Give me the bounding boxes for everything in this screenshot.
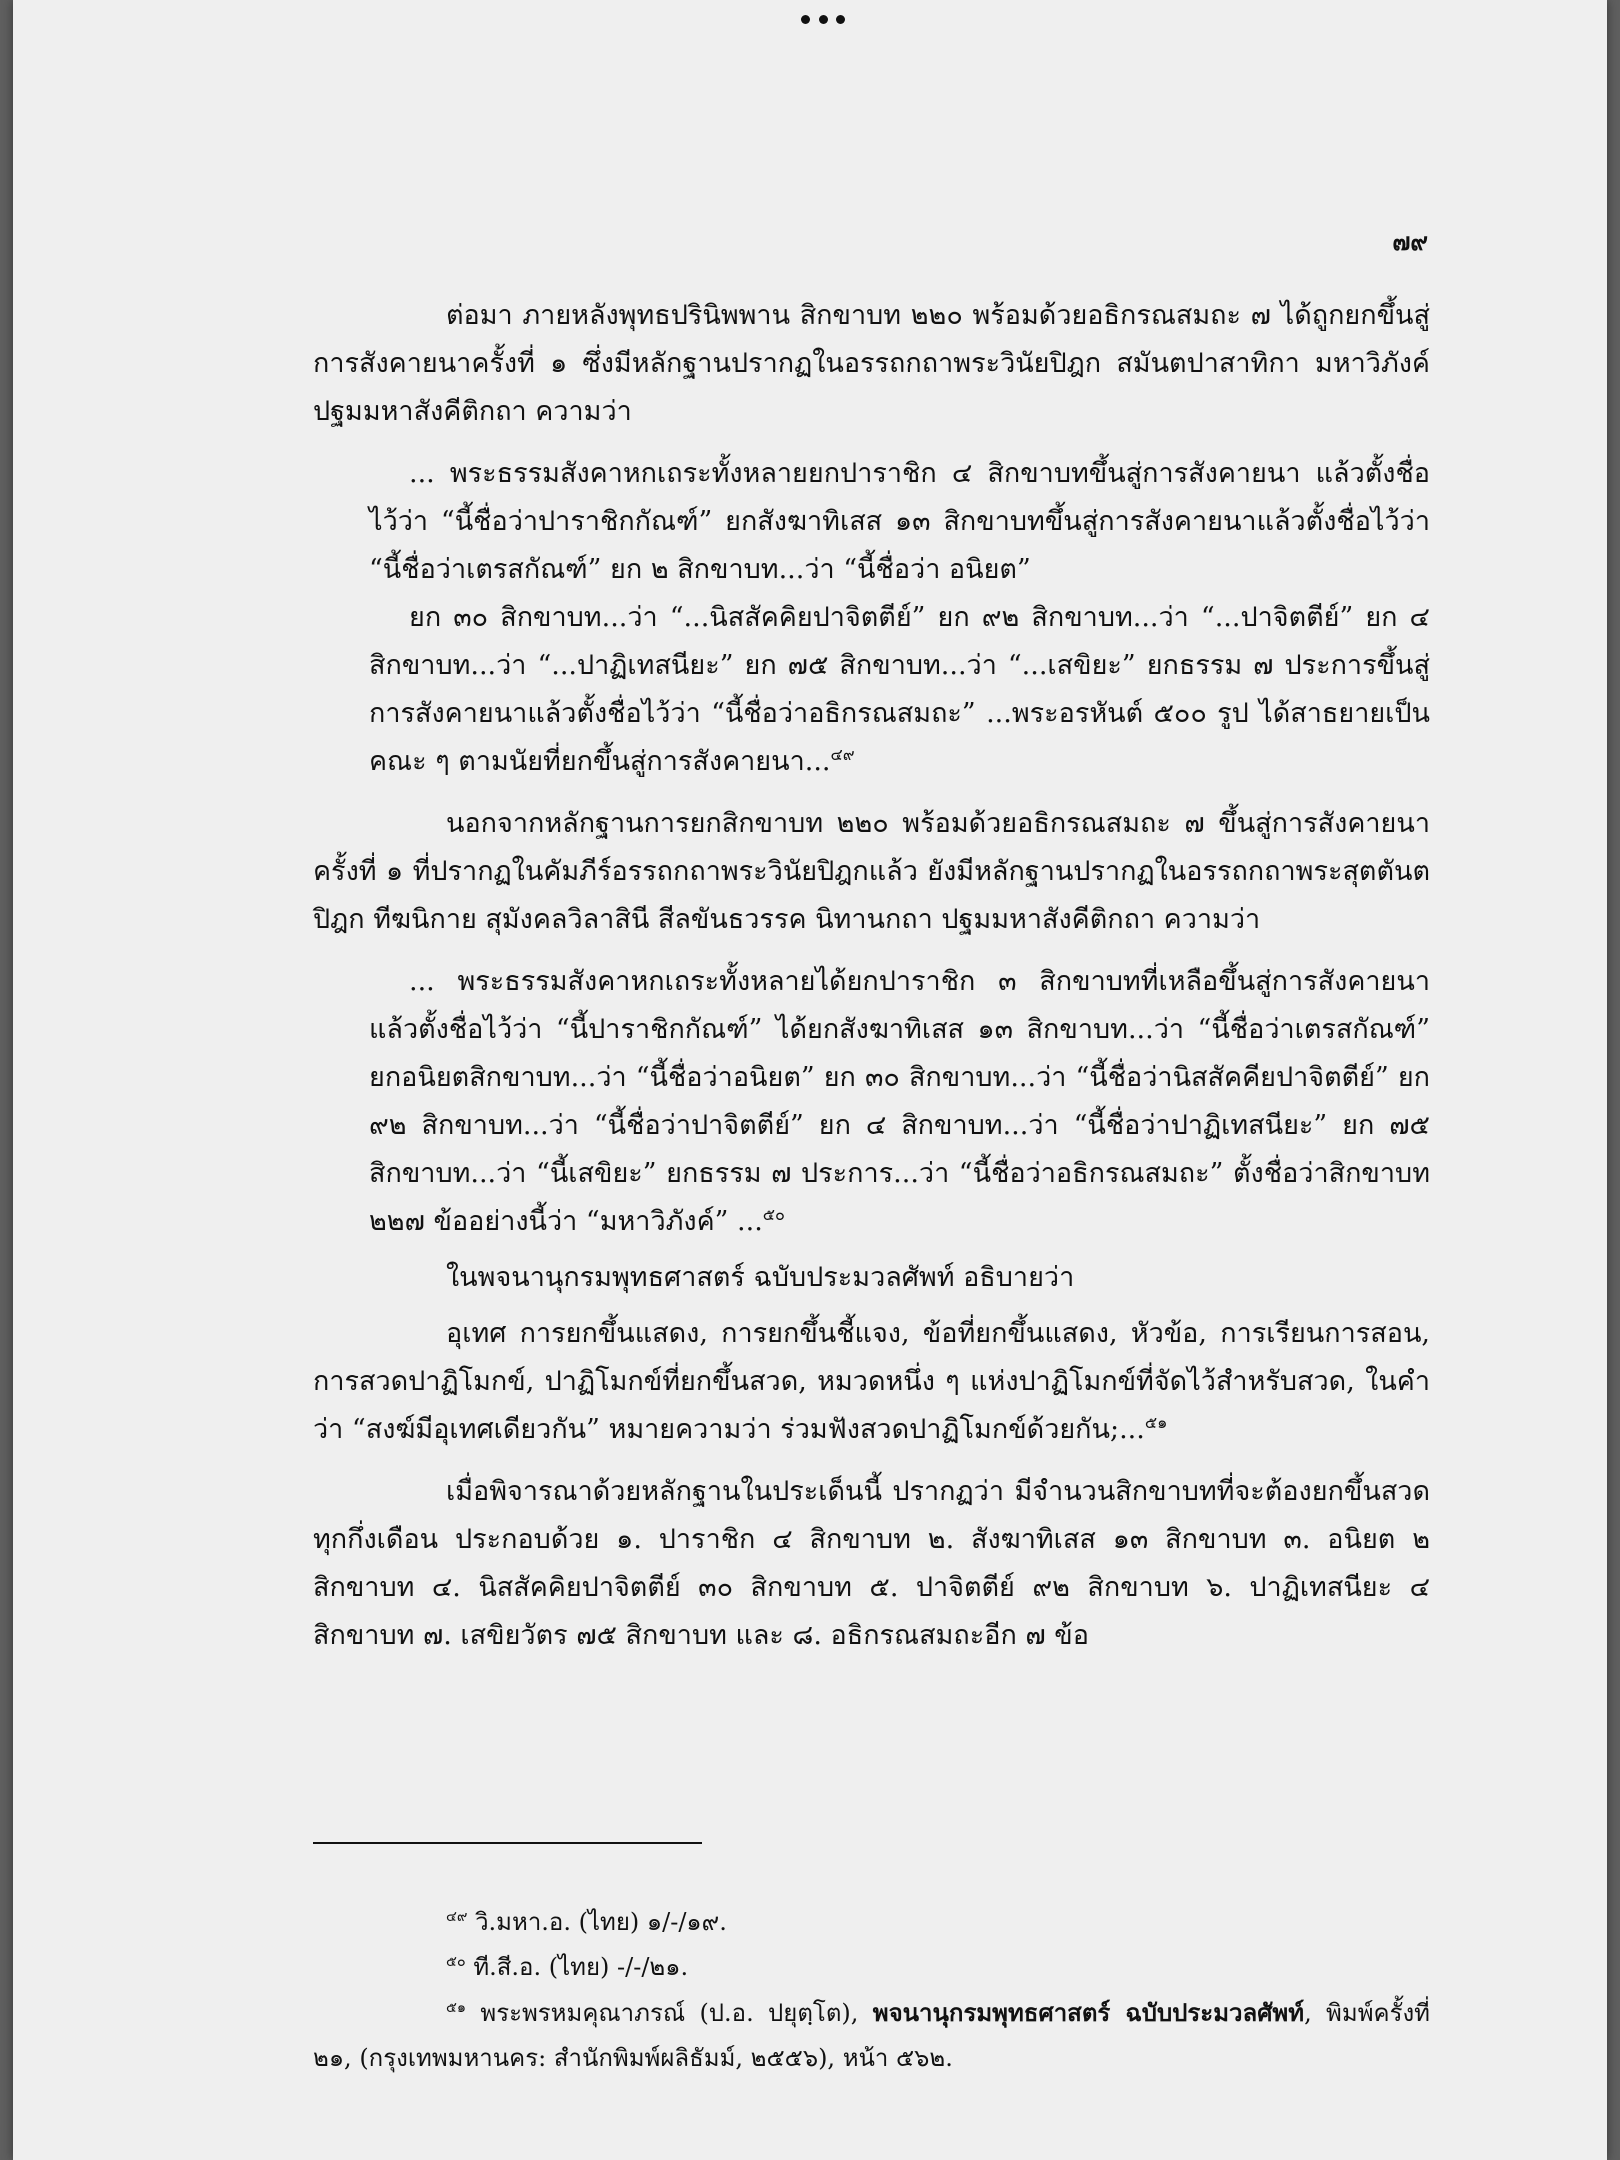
paragraph-text: ในพจนานุกรมพุทธศาสตร์ ฉบับประมวลศัพท์ อธิบายว่า — [446, 1262, 1075, 1293]
footnote-mark: ๕๐ — [446, 1954, 466, 1970]
paragraph-text: นอกจากหลักฐานการยกสิกขาบท ๒๒๐ พร้อมด้วยอธิกรณสมถะ ๗ ขึ้นสู่การสังคายนาครั้งที่ ๑ ที่ปรากฏในคัมภีร์อรรถกถาพระวินัยปิฎกแล้ว ยังมีหลักฐานปรากฏในอรรถกถาพระสุตตันตปิฎก ทีฆนิกาย สุมังคลวิลาสินี สีลขันธวรรค นิทานกถา ปฐมมหาสังคีติกถา ความว่า — [313, 808, 1430, 935]
paragraph — [313, 800, 1430, 944]
paragraph — [313, 1468, 1430, 1660]
paragraph — [313, 1310, 1430, 1454]
footnote-book-title: พจนานุกรมพุทธศาสตร์ ฉบับประมวลศัพท์ — [872, 1998, 1305, 2027]
footnote-mark: ๔๙ — [446, 1909, 468, 1925]
body-text — [313, 292, 1430, 1660]
footnote-text: พระพรหมคุณาภรณ์ (ป.อ. ปยุตฺโต), — [466, 1999, 873, 2027]
more-options-icon[interactable] — [801, 12, 845, 26]
footnote-ref[interactable]: ๔๙ — [830, 745, 855, 764]
footnote-divider — [313, 1842, 702, 1844]
footnote-text: , พิมพ์ครั้งที่ ๒๑, (กรุงเทพมหานคร: สำนักพิมพ์ผลิธัมม์, ๒๕๕๖), หน้า ๕๖๒. — [313, 1999, 1430, 2072]
quote-text: ... พระธรรมสังคาหกเถระทั้งหลายยกปาราชิก ๔ สิกขาบทขึ้นสู่การสังคายนา แล้วตั้งชื่อไว้ว่า “นี้ชื่อว่าปาราชิกกัณฑ์” ยกสังฆาทิเสส ๑๓ สิกขาบทขึ้นสู่การสังคายนาแล้วตั้งชื่อไว้ว่า “นี้ชื่อว่าเตรสกัณฑ์” ยก ๒ สิกขาบท...ว่า “นี้ชื่อว่า อนิยต” — [369, 458, 1430, 585]
quote-text: ยก ๓๐ สิกขาบท...ว่า “...นิสสัคคิยปาจิตตีย์” ยก ๙๒ สิกขาบท...ว่า “...ปาจิตตีย์” ยก ๔ สิกขาบท...ว่า “...ปาฏิเทสนียะ” ยก ๗๕ สิกขาบท...ว่า “...เสขิยะ” ยกธรรม ๗ ประการขึ้นสู่การสังคายนาแล้วตั้งชื่อไว้ว่า “นี้ชื่อว่าอธิกรณสมถะ” ...พระอรหันต์ ๕๐๐ รูป ได้สาธยายเป็นคณะ ๆ ตามนัยที่ยกขึ้นสู่การสังคายนา... — [369, 602, 1430, 777]
page-number: ๗๙ — [1392, 227, 1428, 256]
footnote-text: ที.สี.อ. (ไทย) -/-/๒๑. — [465, 1953, 689, 1981]
quote-paragraph — [313, 450, 1430, 594]
footnote-ref[interactable]: ๕๐ — [762, 1205, 785, 1224]
quote-text: ... พระธรรมสังคาหกเถระทั้งหลายได้ยกปาราชิก ๓ สิกขาบทที่เหลือขึ้นสู่การสังคายนาแล้วตั้งชื่อไว้ว่า “นี้ปาราชิกกัณฑ์” ได้ยกสังฆาทิเสส ๑๓ สิกขาบท...ว่า “นี้ชื่อว่าเตรสกัณฑ์” ยกอนิยตสิกขาบท...ว่า “นี้ชื่อว่าอนิยต” ยก ๓๐ สิกขาบท...ว่า “นี้ชื่อว่านิสสัคคียปาจิตตีย์” ยก ๙๒ สิกขาบท...ว่า “นี้ชื่อว่าปาจิตตีย์” ยก ๔ สิกขาบท...ว่า “นี้ชื่อว่าปาฏิเทสนียะ” ยก ๗๕ สิกขาบท...ว่า “นี้เสขิยะ” ยกธรรม ๗ ประการ...ว่า “นี้ชื่อว่าอธิกรณสมถะ” ตั้งชื่อว่าสิกขาบท ๒๒๗ ข้ออย่างนี้ว่า “มหาวิภังค์” ... — [369, 966, 1430, 1237]
paragraph-text: อุเทศ การยกขึ้นแสดง, การยกขึ้นชี้แจง, ข้อที่ยกขึ้นแสดง, หัวข้อ, การเรียนการสอน, การสวดปาฏิโมกข์, ปาฏิโมกข์ที่ยกขึ้นสวด, หมวดหนึ่ง ๆ แห่งปาฏิโมกข์ที่จัดไว้สำหรับสวด, ในคำว่า “สงฆ์มีอุเทศเดียวกัน” หมายความว่า ร่วมฟังสวดปาฏิโมกข์ด้วยกัน;... — [313, 1318, 1430, 1445]
footnotes — [313, 1900, 1430, 2081]
footnote — [313, 1945, 1430, 1990]
document-page — [13, 0, 1607, 2160]
footnote — [313, 1990, 1430, 2081]
dot-icon — [819, 15, 828, 24]
footnote — [313, 1900, 1430, 1945]
paragraph — [313, 1254, 1430, 1302]
quote-paragraph — [313, 958, 1430, 1246]
footnote-ref[interactable]: ๕๑ — [1144, 1413, 1168, 1432]
paragraph — [313, 292, 1430, 436]
quote-paragraph — [313, 594, 1430, 786]
footnote-text: วิ.มหา.อ. (ไทย) ๑/-/๑๙. — [467, 1908, 727, 1936]
footnote-mark: ๕๑ — [446, 2000, 467, 2016]
dot-icon — [801, 15, 810, 24]
paragraph-text: เมื่อพิจารณาด้วยหลักฐานในประเด็นนี้ ปรากฏว่า มีจำนวนสิกขาบทที่จะต้องยกขึ้นสวดทุกกึ่งเดือน ประกอบด้วย ๑. ปาราชิก ๔ สิกขาบท ๒. สังฆาทิเสส ๑๓ สิกขาบท ๓. อนิยต ๒ สิกขาบท ๔. นิสสัคคิยปาจิตตีย์ ๓๐ สิกขาบท ๕. ปาจิตตีย์ ๙๒ สิกขาบท ๖. ปาฏิเทสนียะ ๔ สิกขาบท ๗. เสขิยวัตร ๗๕ สิกขาบท และ ๘. อธิกรณสมถะอีก ๗ ข้อ — [313, 1476, 1430, 1651]
dot-icon — [836, 15, 845, 24]
paragraph-text: ต่อมา ภายหลังพุทธปรินิพพาน สิกขาบท ๒๒๐ พร้อมด้วยอธิกรณสมถะ ๗ ได้ถูกยกขึ้นสู่การสังคายนาครั้งที่ ๑ ซึ่งมีหลักฐานปรากฏในอรรถกถาพระวินัยปิฎก สมันตปาสาทิกา มหาวิภังค์ ปฐมมหาสังคีติกถา ความว่า — [313, 300, 1430, 427]
